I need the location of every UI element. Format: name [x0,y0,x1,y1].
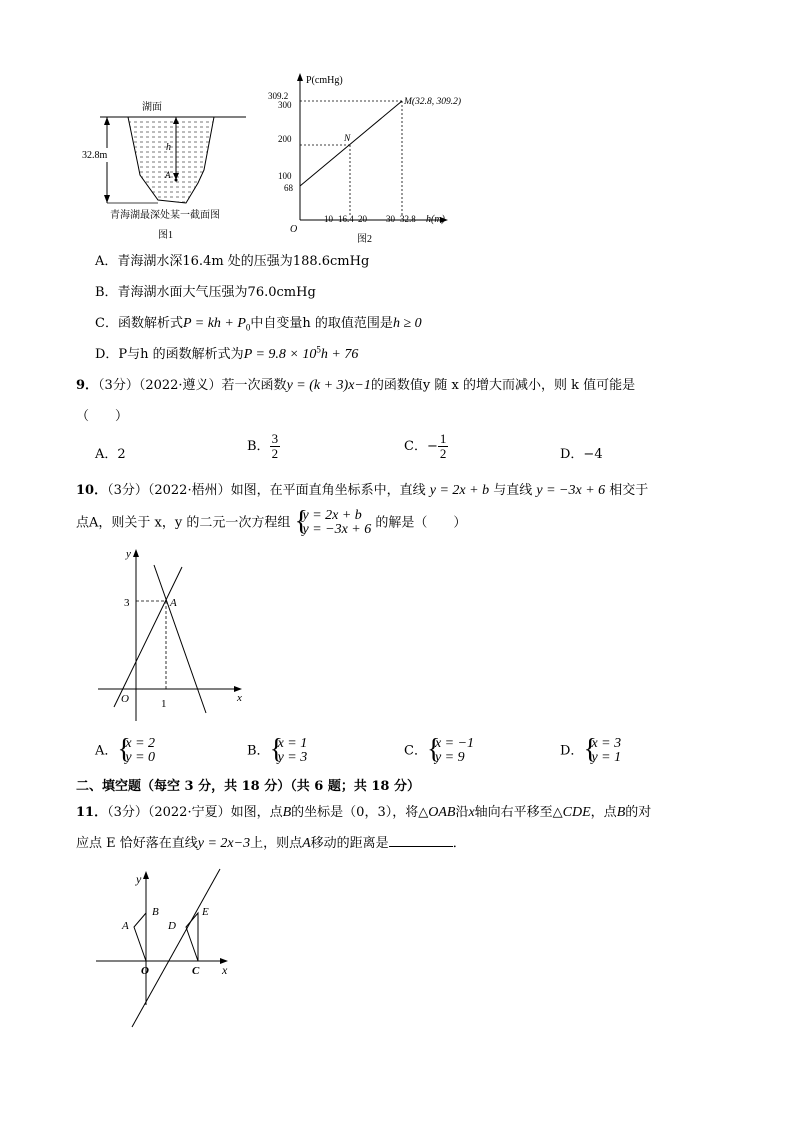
q10-text-b: 与直线 [493,483,533,498]
q10-x-tick-1: 1 [161,698,167,710]
q9-number: 9． [76,378,99,393]
q11-text-b: 的坐标是（0，3），将△ [291,805,429,820]
q10-number: 10． [76,483,108,498]
q10-opt-a-label: A． [95,743,118,759]
x-tick-10: 10 [324,214,333,224]
q9-option-a: A．2 [95,447,126,462]
question-10-line-2 [76,506,467,537]
q11-b-label: B [152,906,159,918]
h-label: h [166,142,171,153]
q10-opt-c-2: y = 9 [434,750,465,765]
x-tick-16-4: 16.4 [338,214,354,224]
q11-text-f: 的对 [625,805,652,820]
y-tick-300: 300 [278,100,292,110]
q10-line1: y = 2x + b [429,483,490,498]
q10-point-a-label: A [170,597,177,609]
figure-1-lake-cross-section [80,95,255,245]
q10-origin-label: O [121,693,129,705]
q10-option-d: D． { x = 3 y = 1 [560,734,622,765]
q8-option-c [95,312,422,333]
q8-c-sub: 0 [245,322,251,333]
q8-c-prefix: C．函数解析式 [95,316,183,331]
q11-line2-c: 移动的距离是 [310,836,389,851]
q9-answer-paren: （ ） [76,409,129,424]
q11-text-d: 轴向右平移至△ [474,805,563,820]
q9-text-a: 若一次函数 [221,378,287,393]
figure-2-label: 图2 [357,234,372,245]
point-a-label: A [165,170,171,180]
lake-surface-label: 湖面 [142,102,162,113]
q10-line-y-2x-b [114,567,182,707]
q10-y-label: y [126,548,131,560]
x-axis-label: h(m) [426,214,445,225]
q8-c-mid: 中自变量h 的取值范围是 [250,316,393,331]
q11-line2-b: 上，则点 [250,836,303,851]
q9-option-d: D．−4 [560,447,603,462]
q11-line-y-2x-3 [132,869,220,1027]
q10-option-b: B． { x = 1 y = 3 [247,734,308,765]
q10-opt-c-label: C． [404,743,427,759]
q10-opt-d-2: y = 1 [591,750,622,765]
q10-opt-b-2: y = 3 [277,750,308,765]
q11-text-c: 沿 [455,805,469,820]
q10-text-c: 相交于 [609,483,649,498]
q8-c-formula: P = kh + P [182,316,246,331]
y-tick-68: 68 [284,183,293,193]
q11-graph [92,865,252,1030]
q8-option-a: A．青海湖水深16.4m 处的压强为188.6cmHg [95,254,370,269]
q11-number: 11． [76,805,108,820]
q10-text-a: 如图，在平面直角坐标系中，直线 [230,483,426,498]
q11-a: A [302,836,311,851]
q11-line2-formula: y = 2x−3 [197,836,251,851]
q9-c-num: 1 [439,431,447,446]
q10-source: （3分）（2022·梧州） [107,483,231,498]
q11-line2-a: 应点 E 恰好落在直线 [76,836,198,851]
q10-option-c: C． { x = −1 y = 9 [404,734,475,765]
q10-equation-system: { y = 2x + b y = −3x + 6 [294,506,372,537]
q10-x-label: x [237,692,242,704]
q9-option-c [404,432,448,461]
q11-line2-end: ． [452,836,466,851]
q9-c-den: 2 [439,446,447,461]
x-tick-32-8: 32.8 [400,214,416,224]
figure-2-pressure-graph [262,72,462,247]
q10-line-y-neg3x-6 [154,565,206,713]
q9-b-num: 3 [271,431,279,446]
q10-sys-2: y = −3x + 6 [302,522,372,537]
q10-text-d: 点A，则关于 x，y 的二元一次方程组 [76,515,291,531]
figure-1-caption: 青海湖最深处某一截面图 [110,210,220,221]
pressure-line [300,101,402,186]
q9-option-c-label: C．− [404,439,438,454]
section-2-heading: 二、填空题（每空 3 分，共 18 分）（共 6 题；共 18 分） [76,779,420,794]
question-10 [76,479,648,499]
q11-b-2: B [616,805,626,820]
x-tick-20: 20 [358,214,367,224]
origin-label: O [290,224,298,235]
q11-a-label: A [122,920,129,932]
q11-x-label: x [222,963,228,977]
q11-o-label: O [141,965,149,977]
q10-opt-b-label: B． [247,743,270,759]
q10-sys-1: y = 2x + b [302,508,362,523]
q10-opt-c-1: x = −1 [434,736,475,751]
q10-line2: y = −3x + 6 [536,483,606,498]
q11-c-label: C [192,965,200,977]
question-9 [76,374,635,394]
q11-answer-blank[interactable] [389,834,453,847]
q9-b-den: 2 [271,446,279,461]
q8-option-b: B．青海湖水面大气压强为76.0cmHg [95,285,316,300]
q8-d-formula-b: h + 76 [320,347,359,362]
q9-formula: y = (k + 3)x−1 [286,378,371,393]
q10-option-a: A． { x = 2 y = 0 [95,734,156,765]
q8-option-d [95,343,358,363]
figure-1-label: 图1 [158,230,173,241]
q10-opt-d-1: x = 3 [591,736,622,751]
q9-option-b [247,432,280,461]
q11-cde: CDE [562,805,591,820]
question-11 [76,801,651,821]
y-tick-200: 200 [278,134,292,144]
q8-d-formula-a: P = 9.8 × 10 [243,347,317,362]
x-tick-30: 30 [386,214,395,224]
q11-text-a: 如图，点 [230,805,283,820]
y-tick-100: 100 [278,171,292,181]
q10-graph [90,545,250,725]
q10-opt-a-1: x = 2 [125,736,156,751]
depth-label: 32.8m [82,150,108,161]
q11-source: （3分）（2022·宁夏） [107,805,231,820]
q10-text-e: 的解是（ ） [375,515,467,531]
q11-e-label: E [202,906,209,918]
y-tick-309-2: 309.2 [268,91,289,101]
q11-x: x [468,805,475,820]
q9-option-b-label: B． [247,439,270,454]
q11-y-label: y [136,872,142,886]
q11-b: B [282,805,292,820]
q9-text-b: 的函数值y 随 x 的增大而减小，则 k 值可能是 [370,378,636,393]
q8-c-cond: h ≥ 0 [392,316,422,331]
q8-d-prefix: D．P与h 的函数解析式为 [95,347,244,362]
q10-opt-b-1: x = 1 [277,736,308,751]
q11-text-e: ，点 [590,805,617,820]
question-11-line-2 [76,832,466,852]
q10-opt-a-2: y = 0 [125,750,156,765]
q8-d-sup: 5 [316,344,321,355]
q9-source: （3分）（2022·遵义） [98,378,222,393]
q11-oab: OAB [428,805,456,820]
point-m-label: M(32.8, 309.2) [404,97,461,107]
y-axis-label: P(cmHg) [306,75,343,86]
q10-y-tick-3: 3 [124,597,130,609]
q11-d-label: D [168,920,176,932]
point-n-label: N [344,134,351,144]
q10-opt-d-label: D． [560,743,584,759]
